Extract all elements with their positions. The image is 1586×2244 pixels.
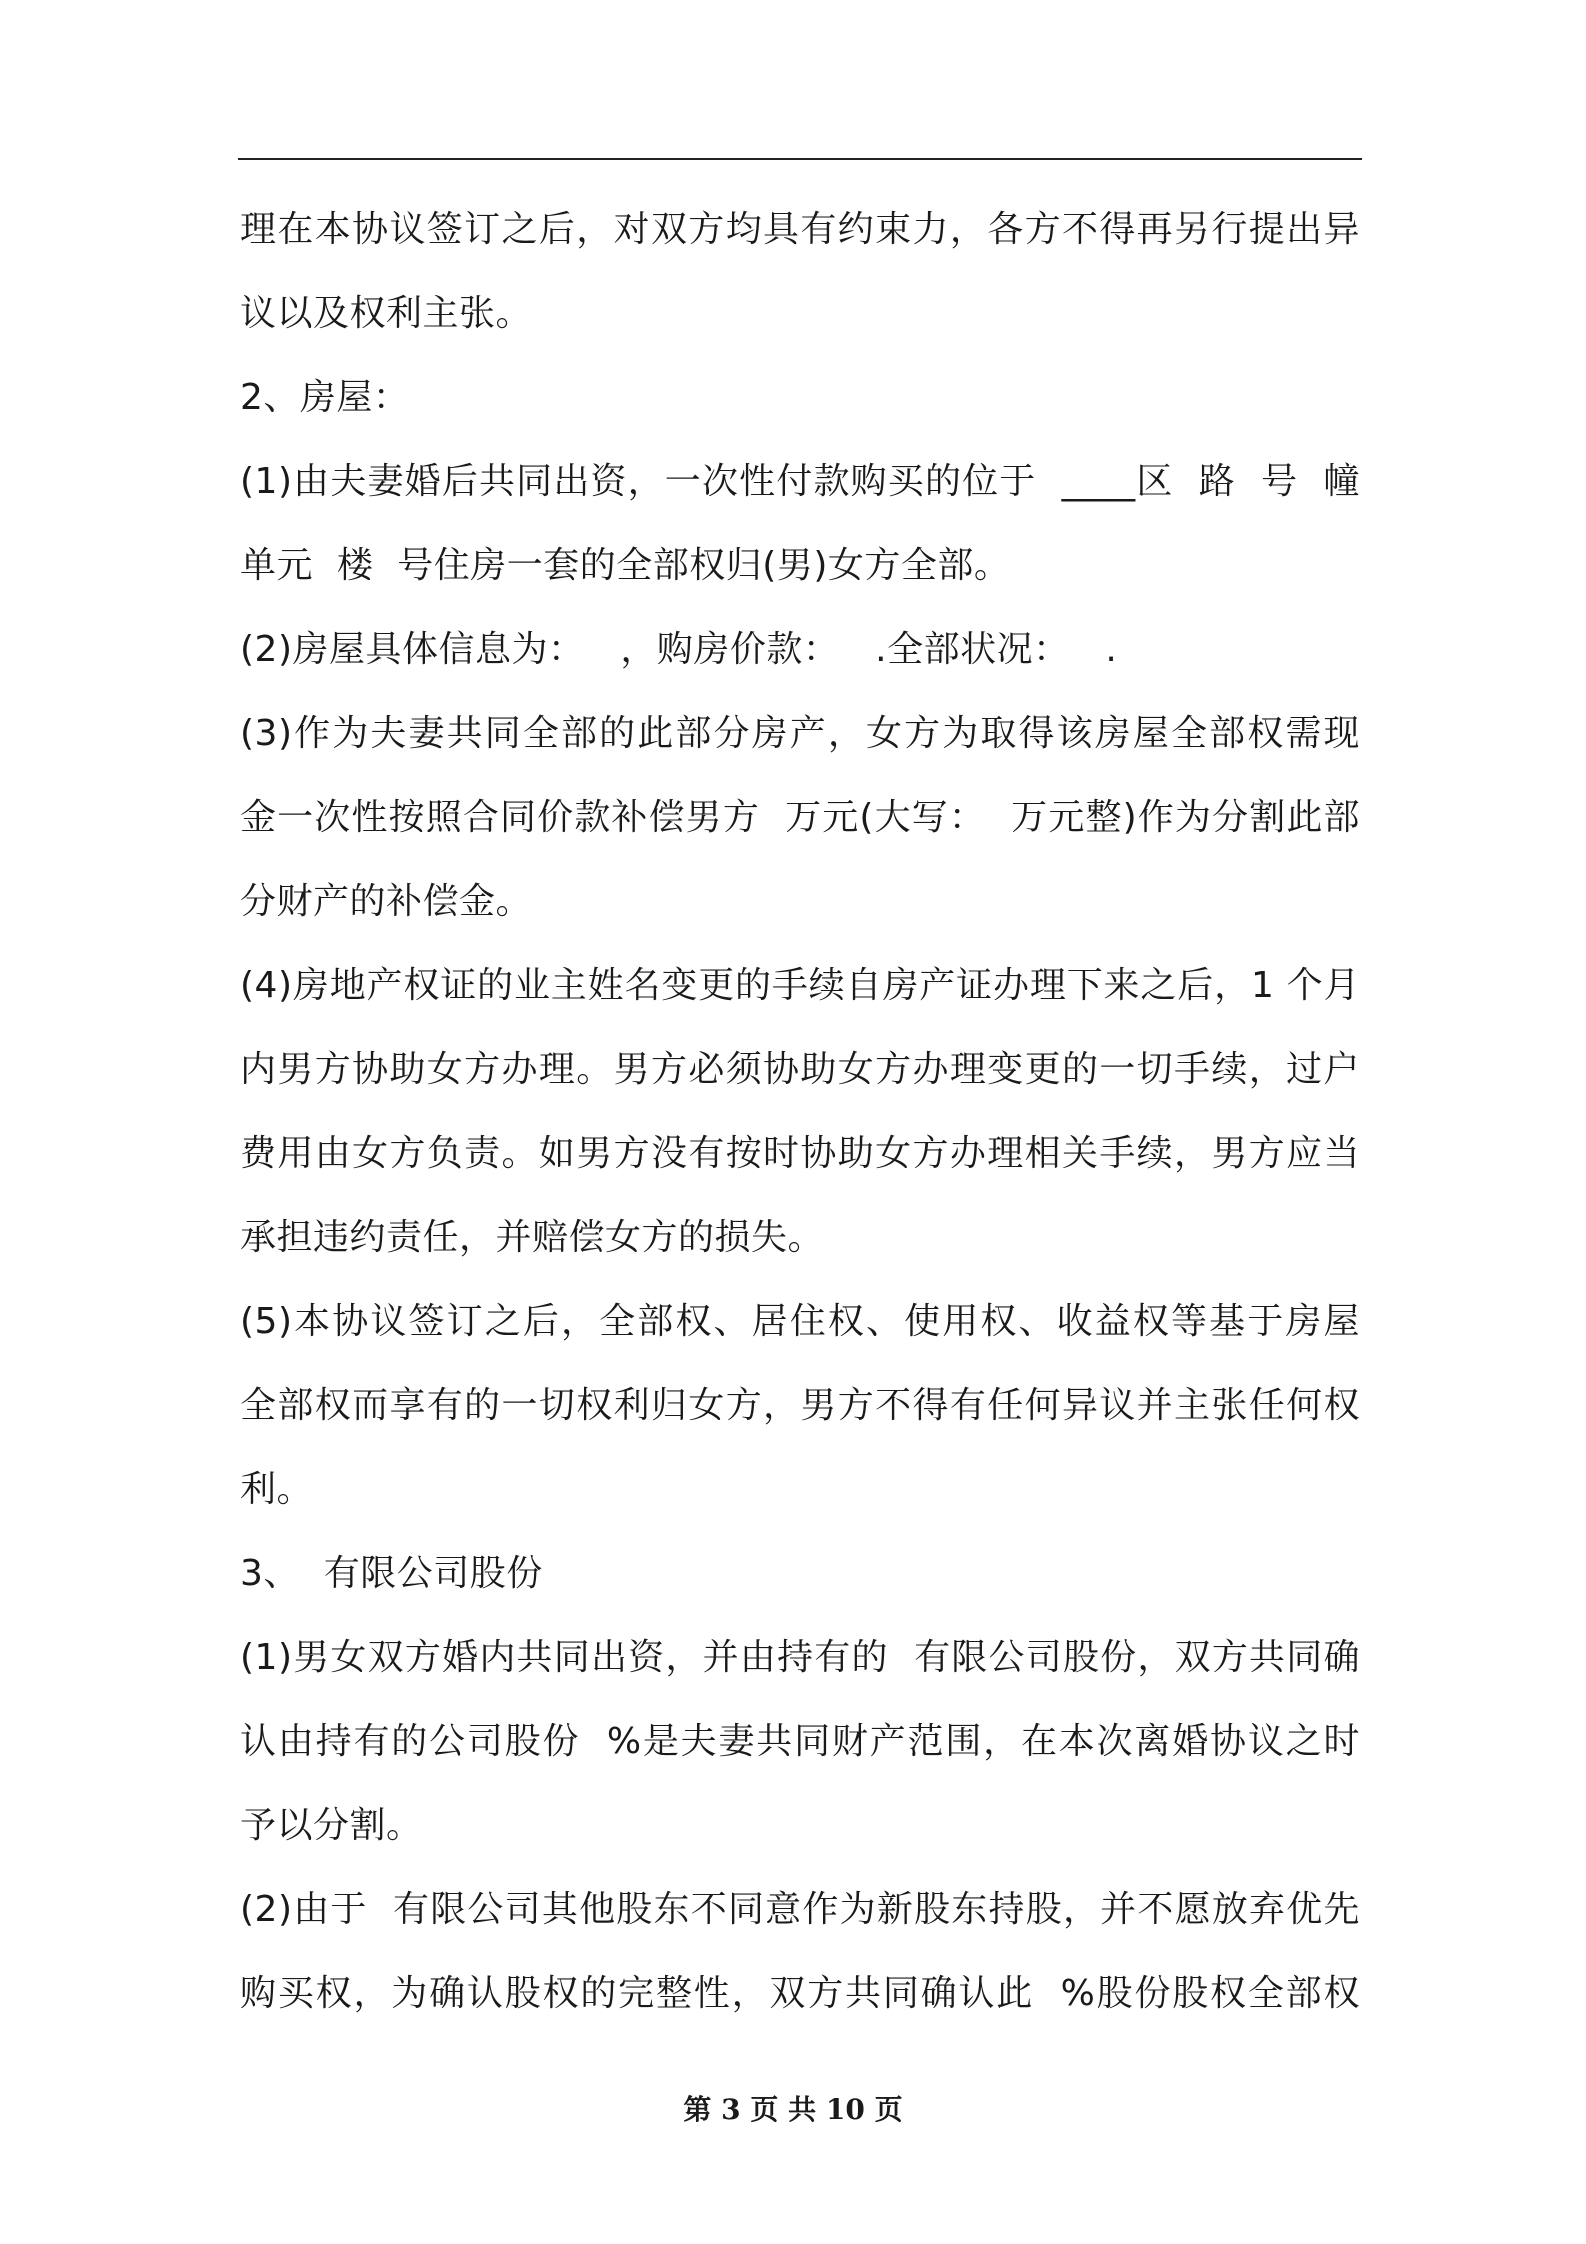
text-line: 予以分割。 — [240, 1805, 423, 1846]
text-line: (5)本协议签订之后，全部权、居住权、使用权、收益权等基于房屋 — [240, 1301, 1360, 1342]
text-line: 承担违约责任，并赔偿女方的损失。 — [240, 1217, 825, 1258]
text-line: 费用由女方负责。如男方没有按时协助女方办理相关手续，男方应当 — [240, 1133, 1360, 1174]
text-line: (1)由夫妻婚后共同出资，一次性付款购买的位于 ____区 路 号 幢 — [240, 461, 1360, 502]
header-rule — [238, 158, 1362, 160]
text-line: (1)男女双方婚内共同出资，并由持有的 有限公司股份，双方共同确 — [240, 1637, 1360, 1678]
section-heading: 2、房屋： — [240, 377, 410, 418]
text-line: 购买权，为确认股权的完整性，双方共同确认此 %股份股权全部权 — [240, 1973, 1360, 2014]
page-number: 第 3 页 共 10 页 — [683, 2093, 903, 2126]
text-line: (2)房屋具体信息为： ，购房价款： .全部状况： . — [240, 629, 1118, 670]
text-line: 认由持有的公司股份 %是夫妻共同财产范围，在本次离婚协议之时 — [240, 1721, 1360, 1762]
text-line: (4)房地产权证的业主姓名变更的手续自房产证办理下来之后，1 个月 — [240, 965, 1360, 1006]
text-line: 全部权而享有的一切权利归女方，男方不得有任何异议并主张任何权 — [240, 1385, 1360, 1426]
section-heading: 3、 有限公司股份 — [240, 1553, 543, 1594]
text-line: 金一次性按照合同价款补偿男方 万元(大写： 万元整)作为分割此部 — [240, 797, 1360, 838]
text-line: 议以及权利主张。 — [240, 293, 533, 334]
text-line: 内男方协助女方办理。男方必须协助女方办理变更的一切手续，过户 — [240, 1049, 1360, 1090]
text-line: 理在本协议签订之后，对双方均具有约束力，各方不得再另行提出异 — [240, 209, 1360, 250]
text-line: (2)由于 有限公司其他股东不同意作为新股东持股，并不愿放弃优先 — [240, 1889, 1360, 1930]
text-line: 利。 — [240, 1469, 314, 1510]
text-line: 单元 楼 号住房一套的全部权归(男)女方全部。 — [240, 545, 1011, 586]
text-line: 分财产的补偿金。 — [240, 881, 533, 922]
text-line: (3)作为夫妻共同全部的此部分房产，女方为取得该房屋全部权需现 — [240, 713, 1360, 754]
